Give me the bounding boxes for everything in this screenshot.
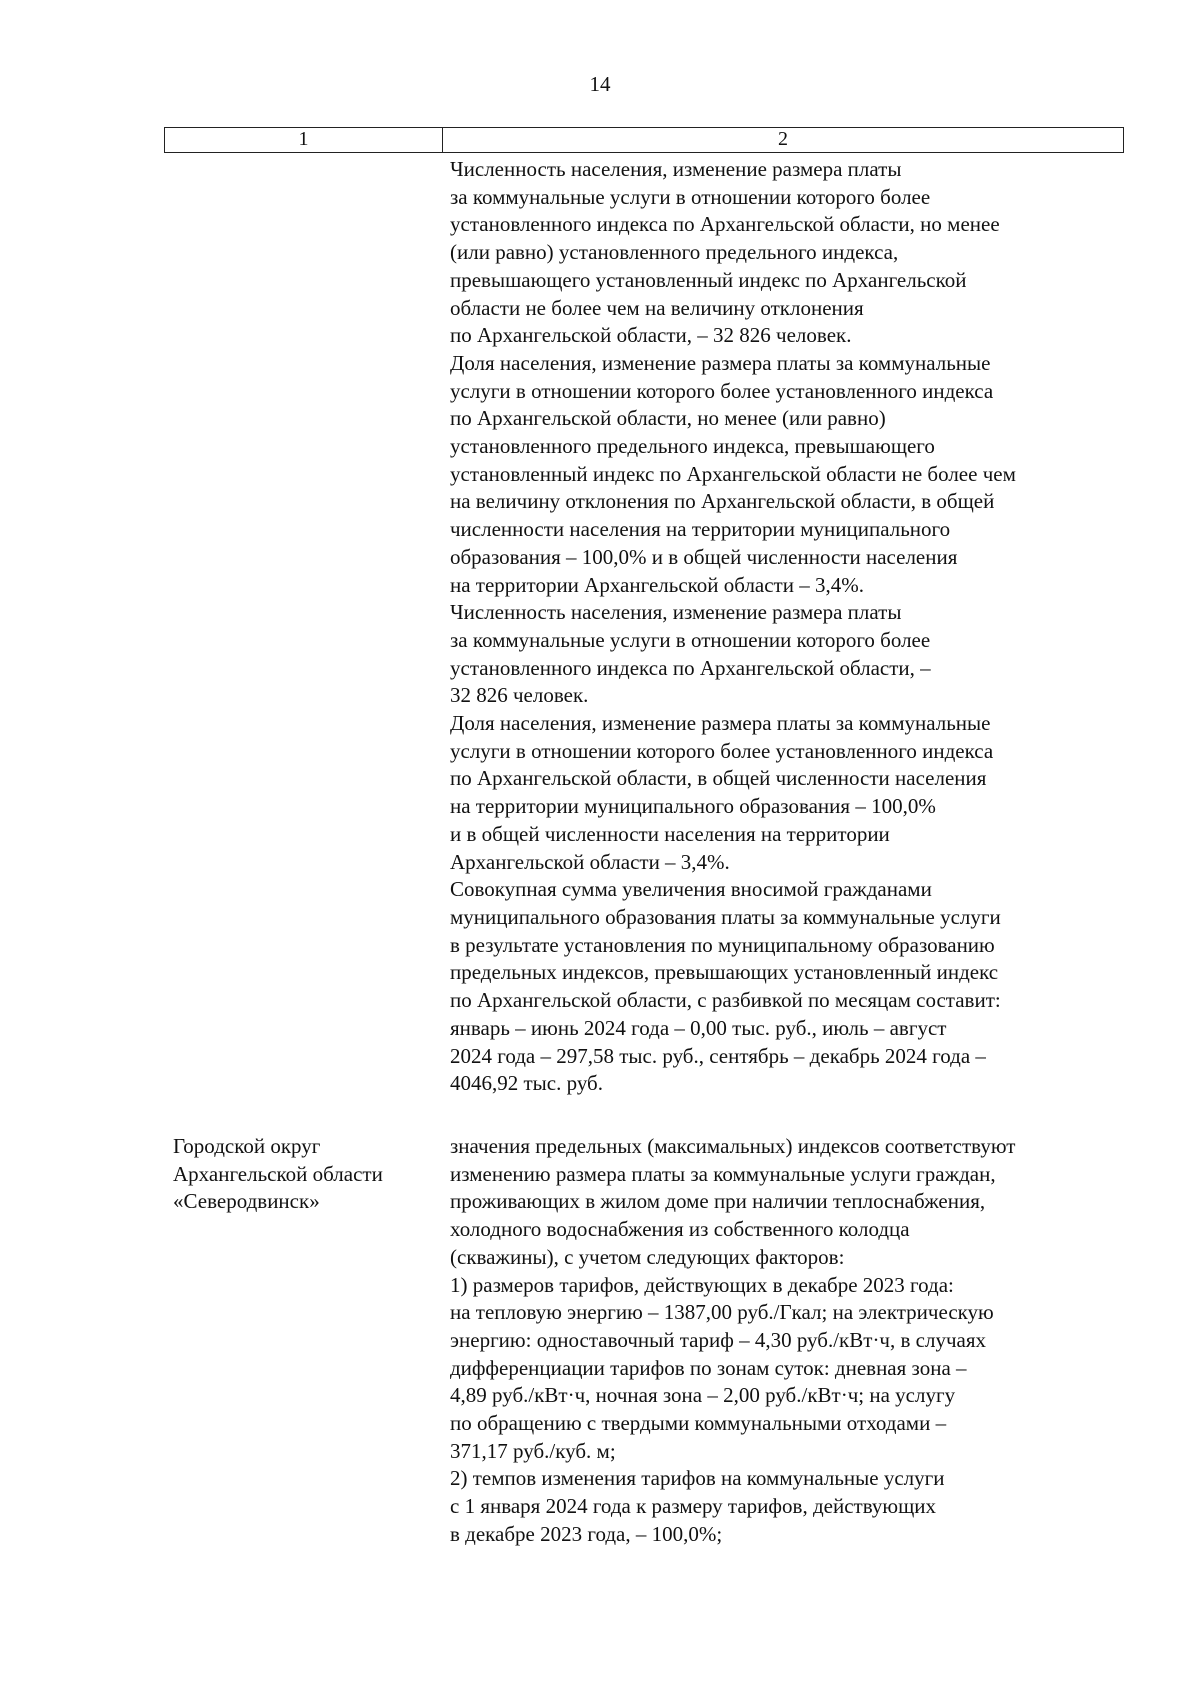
text-line: превышающего установленный индекс по Архангельской: [450, 267, 967, 292]
text-line: на территории муниципального образования – 100,0%: [450, 794, 936, 819]
text-line: с 1 января 2024 года к размеру тарифов, действующих: [450, 1494, 936, 1519]
text-line: на тепловую энергию – 1387,00 руб./Гкал; на электрическую: [450, 1300, 994, 1325]
text-line: области не более чем на величину отклонения: [450, 295, 864, 320]
text-line: установленного индекса по Архангельской области, –: [450, 655, 931, 680]
text-line: на территории Архангельской области – 3,4%.: [450, 572, 864, 597]
text-line: услуги в отношении которого более установленного индекса: [450, 378, 994, 403]
text-line: 32 826 человек.: [450, 683, 589, 708]
text-line: 4046,92 тыс. руб.: [450, 1071, 603, 1096]
text-line: Численность населения, изменение размера платы: [450, 600, 902, 625]
text-line: в декабре 2023 года, – 100,0%;: [450, 1521, 723, 1546]
text-line: 1) размеров тарифов, действующих в декабре 2023 года:: [450, 1272, 954, 1297]
text-line: за коммунальные услуги в отношении которого более: [450, 627, 931, 652]
text-line: 4,89 руб./кВт·ч, ночная зона – 2,00 руб./кВт·ч; на услугу: [450, 1383, 956, 1408]
text-line: 371,17 руб./куб. м;: [450, 1438, 616, 1463]
text-line: Доля населения, изменение размера платы за коммунальные: [450, 350, 991, 375]
text-line: Совокупная сумма увеличения вносимой гражданами: [450, 877, 932, 902]
text-line: по Архангельской области, в общей численности населения: [450, 766, 987, 791]
text-line: по обращению с твердыми коммунальными отходами –: [450, 1411, 947, 1436]
continuation-text: [450, 156, 1130, 1098]
text-line: за коммунальные услуги в отношении которого более: [450, 184, 931, 209]
text-line: 2) темпов изменения тарифов на коммунальные услуги: [450, 1466, 945, 1491]
text-line: услуги в отношении которого более установленного индекса: [450, 738, 994, 763]
municipality-description: [450, 1133, 1130, 1549]
text-line: Доля населения, изменение размера платы за коммунальные: [450, 711, 991, 736]
text-line: (или равно) установленного предельного индекса,: [450, 240, 899, 265]
table-header-col-1: 1: [165, 128, 443, 152]
text-line: по Архангельской области, но менее (или равно): [450, 406, 886, 431]
text-line: установленного индекса по Архангельской области, но менее: [450, 212, 1000, 237]
text-line: образования – 100,0% и в общей численности населения: [450, 544, 958, 569]
text-line: изменению размера платы за коммунальные услуги граждан,: [450, 1161, 996, 1186]
municipality-name-line: «Северодвинск»: [173, 1189, 320, 1214]
text-line: проживающих в жилом доме при наличии теплоснабжения,: [450, 1189, 986, 1214]
municipality-name: [173, 1133, 443, 1216]
text-line: энергию: одноставочный тариф – 4,30 руб./кВт·ч, в случаях: [450, 1327, 987, 1352]
text-line: и в общей численности населения на территории: [450, 821, 890, 846]
text-line: холодного водоснабжения из собственного колодца: [450, 1217, 910, 1242]
municipality-name-line: Архангельской области: [173, 1161, 383, 1186]
text-line: численности населения на территории муниципального: [450, 517, 951, 542]
text-line: в результате установления по муниципальному образованию: [450, 932, 995, 957]
text-line: установленный индекс по Архангельской области не более чем: [450, 461, 1016, 486]
text-line: 2024 года – 297,58 тыс. руб., сентябрь – декабрь 2024 года –: [450, 1043, 986, 1068]
text-line: январь – июнь 2024 года – 0,00 тыс. руб., июль – август: [450, 1015, 947, 1040]
text-line: муниципального образования платы за коммунальные услуги: [450, 904, 1001, 929]
municipality-name-line: Городской округ: [173, 1134, 321, 1158]
text-line: на величину отклонения по Архангельской области, в общей: [450, 489, 995, 514]
text-line: Численность населения, изменение размера платы: [450, 157, 902, 181]
text-line: по Архангельской области, – 32 826 человек.: [450, 323, 852, 348]
text-line: (скважины), с учетом следующих факторов:: [450, 1244, 845, 1269]
table-header-col-2: 2: [778, 128, 788, 150]
text-line: Архангельской области – 3,4%.: [450, 849, 730, 874]
text-line: дифференциации тарифов по зонам суток: дневная зона –: [450, 1355, 967, 1380]
text-line: значения предельных (максимальных) индексов соответствуют: [450, 1134, 1016, 1158]
text-line: установленного предельного индекса, превышающего: [450, 434, 935, 459]
text-line: предельных индексов, превышающих установленный индекс: [450, 960, 999, 985]
page-number: 14: [589, 72, 611, 96]
table-header-row: [164, 127, 1124, 153]
text-line: по Архангельской области, с разбивкой по месяцам составит:: [450, 988, 1001, 1013]
